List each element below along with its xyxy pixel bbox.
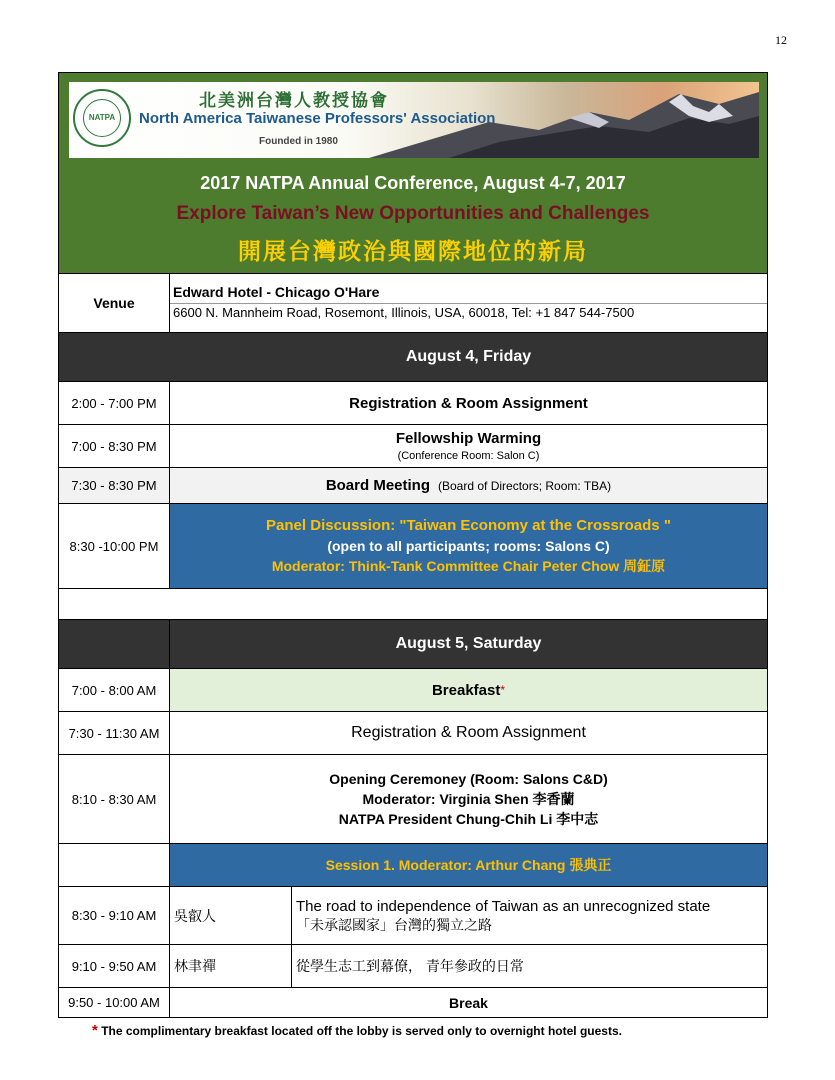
event-title: Registration & Room Assignment — [349, 394, 588, 412]
breakfast-asterisk: * — [500, 683, 506, 697]
panel-title: Panel Discussion: "Taiwan Economy at the Crossroads " — [266, 517, 671, 534]
natpa-logo: NATPA — [73, 89, 131, 147]
schedule-row — [59, 755, 767, 844]
time-cell: 8:10 - 8:30 AM — [59, 755, 170, 843]
event-note: (Conference Room: Salon C) — [397, 450, 540, 462]
time-cell: 7:30 - 11:30 AM — [59, 712, 170, 754]
conference-header — [59, 73, 767, 274]
time-cell: 2:00 - 7:00 PM — [59, 382, 170, 424]
ceremony-president: NATPA President Chung-Chih Li 李中志 — [338, 811, 599, 827]
panel-rooms: (open to all participants; rooms: Salons C) — [327, 538, 610, 554]
event-title: Break — [449, 994, 488, 1011]
ceremony-moderator: Moderator: Virginia Shen 李香蘭 — [362, 791, 575, 807]
conference-subtitle: Explore Taiwan’s New Opportunities and Challenges — [176, 203, 650, 224]
conference-title: 2017 NATPA Annual Conference, August 4-7, 2017 — [200, 173, 626, 193]
ceremony-title: Opening Ceremoney (Room: Salons C&D) — [329, 771, 608, 787]
event-title: Fellowship Warming — [395, 430, 542, 447]
talk-title-cn: 從學生志工到幕僚， 青年參政的日常 — [296, 957, 524, 974]
page-number: 12 — [775, 33, 787, 47]
schedule-row — [59, 468, 767, 504]
association-banner — [69, 82, 759, 158]
banner-founded: Founded in 1980 — [259, 136, 338, 147]
time-cell: 7:00 - 8:00 AM — [59, 669, 170, 711]
speaker-name: 吳叡人 — [170, 887, 292, 944]
time-cell: 7:00 - 8:30 PM — [59, 425, 170, 467]
event-title: Breakfast — [431, 681, 501, 699]
event-title: Registration & Room Assignment — [351, 724, 586, 741]
talk-row — [59, 887, 767, 945]
speaker-name: 林聿禪 — [170, 945, 292, 987]
day2-heading-row — [59, 620, 767, 669]
banner-chinese-name: 北美洲台灣人教授協會 — [199, 91, 389, 111]
day1-heading: August 4, Friday — [405, 348, 532, 365]
talk-title-cn: 「未承認國家」台灣的獨立之路 — [296, 916, 492, 933]
event-note: (Board of Directors; Room: TBA) — [438, 478, 612, 493]
session-title: Session 1. Moderator: Arthur Chang 張典正 — [170, 844, 767, 886]
event-title: Board Meeting — [325, 477, 430, 494]
venue-label: Venue — [59, 274, 170, 332]
venue-row — [59, 274, 767, 333]
breakfast-footnote — [92, 1022, 622, 1039]
panel-moderator: Moderator: Think-Tank Committee Chair Peter Chow 周鉦原 — [271, 558, 666, 574]
venue-name: Edward Hotel - Chicago O'Hare — [170, 274, 767, 304]
time-cell: 7:30 - 8:30 PM — [59, 468, 170, 503]
spacer-row — [59, 589, 767, 620]
time-cell: 9:50 - 10:00 AM — [59, 988, 170, 1017]
schedule-row — [59, 988, 767, 1017]
schedule-row — [59, 712, 767, 755]
schedule-row — [59, 382, 767, 425]
footnote-asterisk: * — [92, 1022, 98, 1039]
time-cell-empty — [59, 844, 170, 886]
conference-subtitle-chinese: 開展台灣政治與國際地位的新局 — [238, 238, 588, 265]
session-row — [59, 844, 767, 887]
schedule-table — [58, 72, 768, 1018]
talk-row — [59, 945, 767, 988]
time-cell: 9:10 - 9:50 AM — [59, 945, 170, 987]
footnote-text: The complimentary breakfast located off the lobby is served only to overnight hotel guests. — [101, 1024, 622, 1038]
time-cell: 8:30 -10:00 PM — [59, 504, 170, 588]
day2-heading: August 5, Saturday — [395, 635, 542, 652]
venue-address: 6600 N. Mannheim Road, Rosemont, Illinois, USA, 60018, Tel: +1 847 544-7500 — [173, 305, 635, 320]
schedule-row — [59, 504, 767, 589]
talk-title-en: The road to independence of Taiwan as an unrecognized state — [296, 897, 711, 915]
day1-heading-row — [59, 333, 767, 382]
time-cell-empty — [59, 620, 170, 668]
schedule-row — [59, 425, 767, 468]
time-cell: 8:30 - 9:10 AM — [59, 887, 170, 944]
banner-english-name: North America Taiwanese Professors' Association — [139, 110, 496, 127]
schedule-row — [59, 669, 767, 712]
